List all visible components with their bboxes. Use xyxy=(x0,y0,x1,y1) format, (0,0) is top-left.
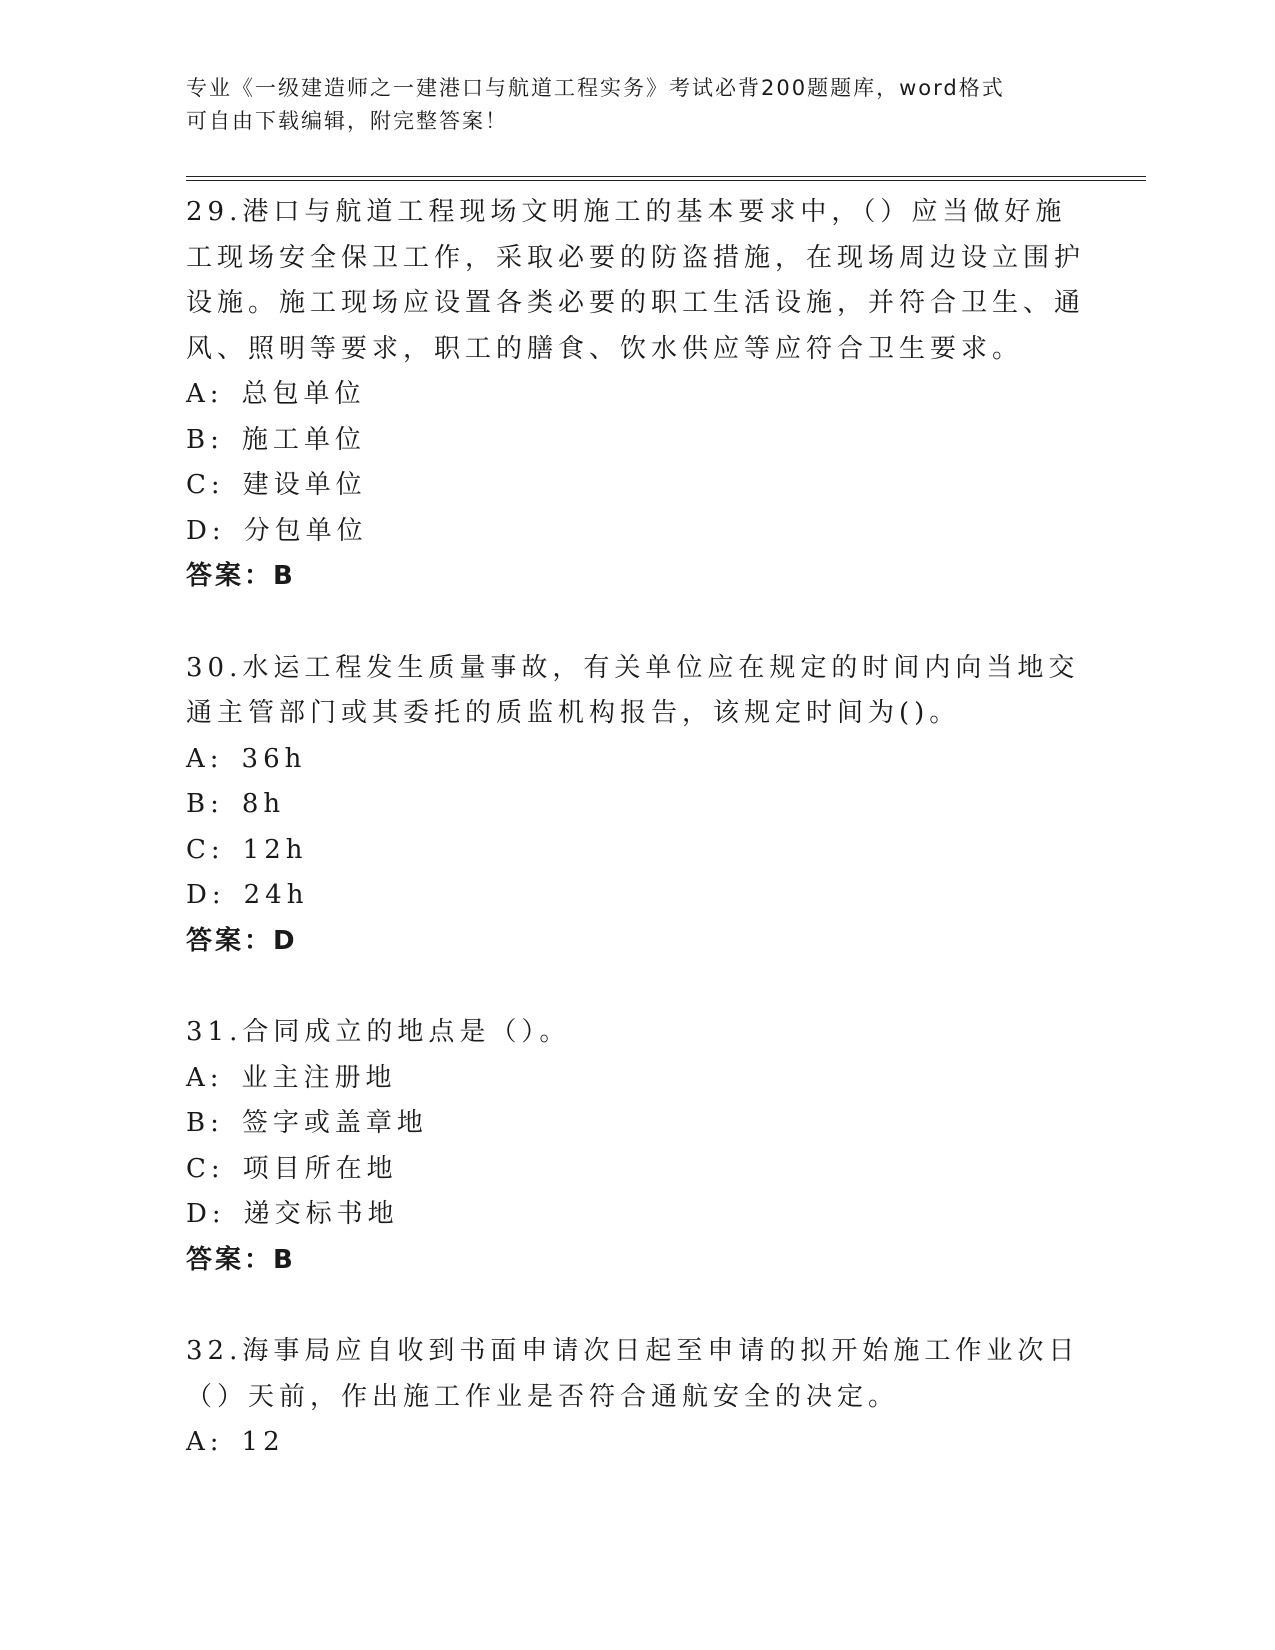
option-c xyxy=(186,463,1086,509)
option-d xyxy=(186,509,1086,555)
option-key: A: xyxy=(186,379,224,409)
question-text: 31.合同成立的地点是（）。 xyxy=(186,1017,571,1047)
answer-line: 答案：B xyxy=(186,1244,296,1275)
header-line-2: 可自由下载编辑，附完整答案！ xyxy=(186,109,508,133)
option-a xyxy=(186,1420,1086,1466)
option-a xyxy=(186,737,1086,783)
option-c xyxy=(186,828,1086,874)
option-value: 业主注册地 xyxy=(241,1062,397,1093)
question-31 xyxy=(186,1010,1086,1283)
option-value: 分包单位 xyxy=(243,515,368,546)
question-text: 32.海事局应自收到书面申请次日起至申请的拟开始施工作业次日（）天前，作出施工作业是否符合通航安全的决定。 xyxy=(186,1336,1080,1412)
document-header xyxy=(186,72,1146,138)
option-b xyxy=(186,418,1086,464)
option-a xyxy=(186,372,1086,418)
option-b xyxy=(186,1101,1086,1147)
option-key: D: xyxy=(186,515,226,546)
option-key: A: xyxy=(186,1062,224,1093)
option-value: 12 xyxy=(241,1427,285,1457)
option-value: 36h xyxy=(241,743,307,774)
option-key: C: xyxy=(186,470,225,500)
question-32 xyxy=(186,1329,1086,1466)
option-key: C: xyxy=(186,834,225,865)
option-value: 签字或盖章地 xyxy=(241,1108,428,1138)
option-d xyxy=(186,1192,1086,1238)
option-value: 总包单位 xyxy=(241,379,366,409)
question-text: 30.水运工程发生质量事故，有关单位应在规定的时间内向当地交通主管部门或其委托的质监机构报告，该规定时间为()。 xyxy=(186,652,1080,728)
option-value: 施工单位 xyxy=(241,424,366,455)
option-value: 8h xyxy=(241,789,286,819)
option-key: B: xyxy=(186,424,224,455)
question-29 xyxy=(186,190,1086,600)
option-value: 递交标书地 xyxy=(243,1199,399,1229)
option-key: A: xyxy=(186,743,224,774)
question-30 xyxy=(186,646,1086,965)
option-c xyxy=(186,1147,1086,1193)
option-key: D: xyxy=(186,880,226,910)
answer-line: 答案：D xyxy=(186,925,298,956)
option-value: 12h xyxy=(242,834,308,865)
option-key: A: xyxy=(186,1427,224,1457)
option-key: B: xyxy=(186,789,224,819)
option-d xyxy=(186,873,1086,919)
option-key: D: xyxy=(186,1199,226,1229)
header-divider xyxy=(186,176,1146,181)
option-value: 项目所在地 xyxy=(242,1153,398,1184)
option-key: C: xyxy=(186,1153,225,1184)
option-a xyxy=(186,1056,1086,1102)
option-value: 24h xyxy=(243,880,309,910)
divider-line-top xyxy=(186,176,1146,177)
question-list xyxy=(186,190,1086,1512)
option-value: 建设单位 xyxy=(242,470,367,500)
question-text: 29.港口与航道工程现场文明施工的基本要求中，（）应当做好施工现场安全保卫工作，采取必要的防盗措施，在现场周边设立围护设施。施工现场应设置各类必要的职工生活设施，并符合卫生、通风、照明等要求，职工的膳食、饮水供应等应符合卫生要求。 xyxy=(186,197,1086,364)
answer-line: 答案：B xyxy=(186,561,296,591)
option-key: B: xyxy=(186,1108,224,1138)
header-line-1: 专业《一级建造师之一建港口与航道工程实务》考试必背200题题库，word格式 xyxy=(186,76,1005,100)
divider-line-bottom xyxy=(186,180,1146,181)
option-b xyxy=(186,782,1086,828)
